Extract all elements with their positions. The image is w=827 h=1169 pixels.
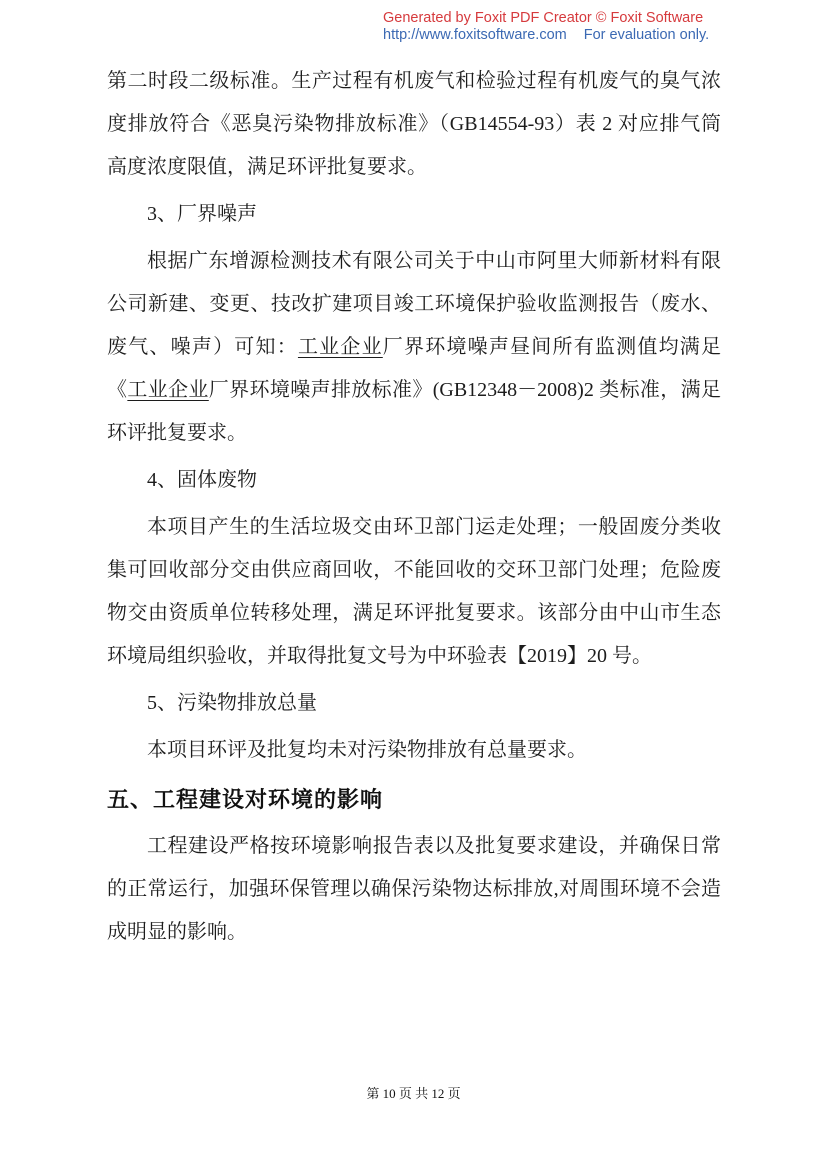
paragraph-construction-impact: 工程建设严格按环境影响报告表以及批复要求建设，并确保日常的正常运行，加强环保管理以确保污染物达标排放,对周围环境不会造成明显的影响。 <box>107 835 721 943</box>
watermark-line2 <box>383 27 709 44</box>
foxit-watermark <box>383 10 709 44</box>
page-number: 第 10 页 共 12 页 <box>366 1086 461 1101</box>
heading-section-5: 5、污染物排放总量 <box>147 692 317 714</box>
heading-section-4: 4、固体废物 <box>147 469 257 491</box>
heading-chapter-5: 五、工程建设对环境的影响 <box>107 787 384 812</box>
document-body <box>107 60 721 958</box>
noise-text-2: 厂界环境噪声昼间所有监测值均满足《 <box>107 336 722 401</box>
noise-underlined-2: 工业企业 <box>127 379 209 401</box>
noise-text-1: 根据广东增源检测技术有限公司关于中山市阿里大师新材料有限公司新建、变更、技改扩建项目竣工环境保护验收监测报告（废水、废气、噪声）可知： <box>107 250 721 358</box>
paragraph-continuation: 第二时段二级标准。生产过程有机废气和检验过程有机废气的臭气浓度排放符合《恶臭污染物排放标准》（GB14554-93）表 2 对应排气筒高度浓度限值，满足环评批复要求。 <box>107 70 721 178</box>
paragraph-total-emission: 本项目环评及批复均未对污染物排放有总量要求。 <box>147 739 587 761</box>
paragraph-solid-waste: 本项目产生的生活垃圾交由环卫部门运走处理；一般固废分类收集可回收部分交由供应商回收，不能回收的交环卫部门处理；危险废物交由资质单位转移处理，满足环评批复要求。该部分由中山市生态环境局组织验收，并取得批复文号为中环验表【2019】20 号。 <box>107 516 721 667</box>
heading-section-3: 3、厂界噪声 <box>147 203 257 225</box>
noise-underlined-1: 工业企业 <box>297 336 383 358</box>
watermark-line1: Generated by Foxit PDF Creator © Foxit Software <box>383 10 704 26</box>
paragraph-noise <box>107 240 721 455</box>
noise-text-3: 厂界环境噪声排放标准》(GB12348－2008)2 类标准，满足环评批复要求。 <box>107 379 721 444</box>
watermark-note: For evaluation only. <box>583 27 710 43</box>
watermark-url: http://www.foxitsoftware.com <box>383 27 567 43</box>
